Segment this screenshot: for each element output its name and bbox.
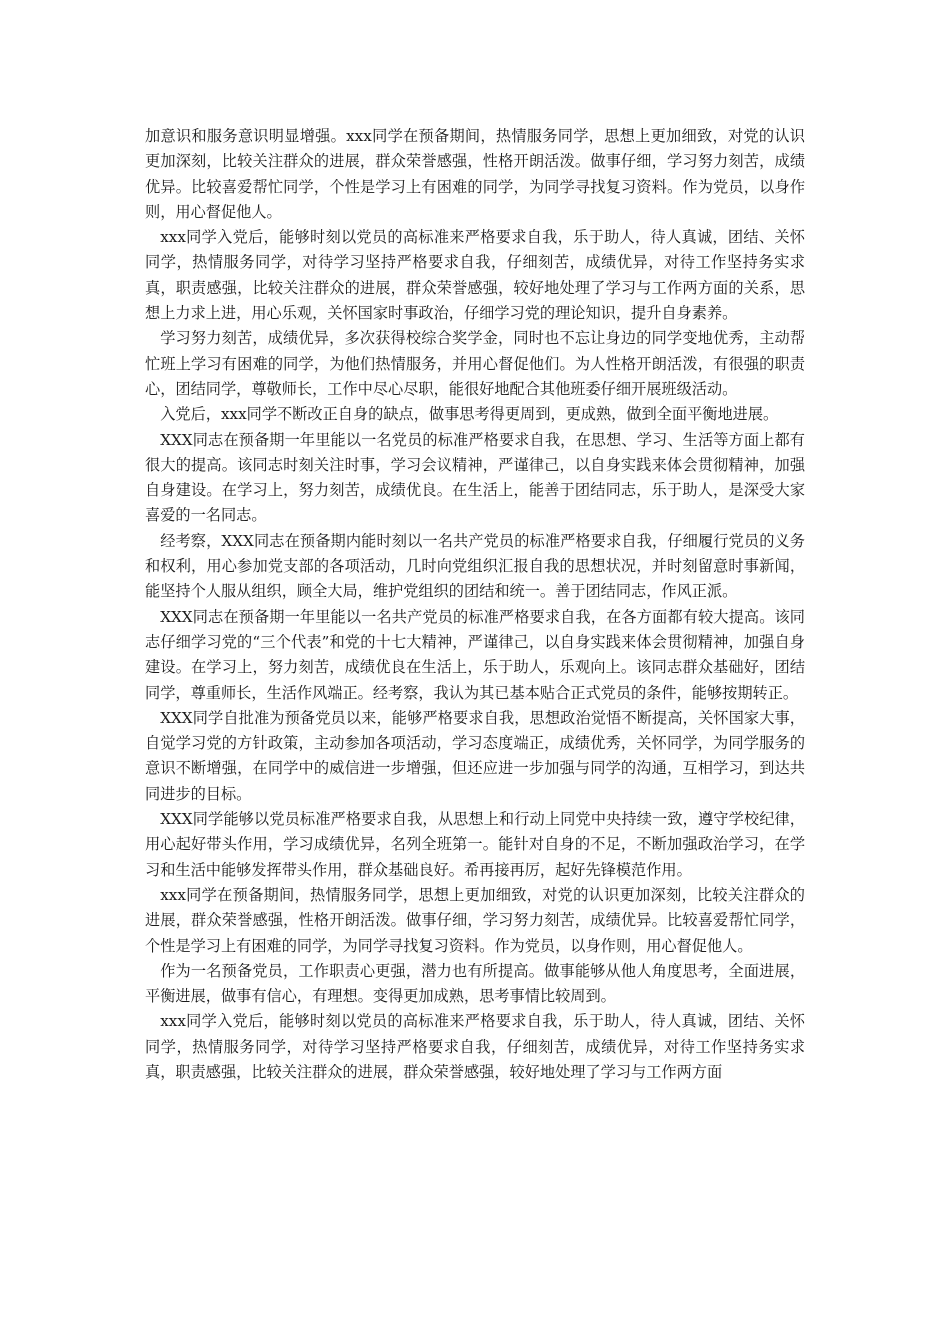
paragraph-11: 作为一名预备党员，工作职责心更强，潜力也有所提高。做事能够从他人角度思考，全面进展，平衡进展，做事有信心，有理想。变得更加成熟，思考事情比较周到。 — [145, 961, 805, 1006]
paragraph-9: XXX同学能够以党员标准严格要求自我，从思想上和行动上同党中央持续一致，遵守学校纪律，用心起好带头作用，学习成绩优异，名列全班第一。能针对自身的不足，不断加强政治学习，在学习和生活中能够发挥带头作用，群众基础良好。希再接再厉，起好先锋模范作用。 — [145, 810, 805, 879]
paragraph-10: xxx同学在预备期间，热情服务同学，思想上更加细致，对党的认识更加深刻，比较关注群众的进展，群众荣誉感强，性格开朗活泼。做事仔细，学习努力刻苦，成绩优异。比较喜爱帮忙同学，个性是学习上有困难的同学，为同学寻找复习资料。作为党员，以身作则，用心督促他人。 — [145, 885, 805, 955]
paragraph-3: 学习努力刻苦，成绩优异，多次获得校综合奖学金，同时也不忘让身边的同学变地优秀，主动帮忙班上学习有困难的同学，为他们热情服务，并用心督促他们。为人性格开朗活泼，有很强的职责心，团结同学，尊敬师长，工作中尽心尽职，能很好地配合其他班委仔细开展班级活动。 — [145, 329, 805, 398]
paragraph-5: XXX同志在预备期一年里能以一名党员的标准严格要求自我，在思想、学习、生活等方面上都有很大的提高。该同志时刻关注时事，学习会议精神，严谨律己，以自身实践来体会贯彻精神，加强自身建设。在学习上，努力刻苦，成绩优良。在生活上，能善于团结同志，乐于助人，是深受大家喜爱的一名同志。 — [145, 430, 805, 525]
paragraph-2: xxx同学入党后，能够时刻以党员的高标准来严格要求自我，乐于助人，待人真诚，团结、关怀同学，热情服务同学，对待学习坚持严格要求自我，仔细刻苦，成绩优异，对待工作坚持务实求真，职责感强，比较关注群众的进展，群众荣誉感强，较好地处理了学习与工作两方面的关系，思想上力求上进，用心乐观，关怀国家时事政治，仔细学习党的理论知识，提升自身素养。 — [145, 228, 805, 323]
paragraph-7: XXX同志在预备期一年里能以一名共产党员的标准严格要求自我，在各方面都有较大提高。该同志仔细学习党的“三个代表”和党的十七大精神，严谨律己，以自身实践来体会贯彻精神，加强自身建设。在学习上，努力刻苦，成绩优良在生活上，乐于助人，乐观向上。该同志群众基础好，团结同学，尊重师长，生活作风端正。经考察，我认为其已基本贴合正式党员的条件，能够按期转正。 — [145, 607, 805, 702]
paragraph-8: XXX同学自批准为预备党员以来，能够严格要求自我，思想政治觉悟不断提高，关怀国家大事，自觉学习党的方针政策，主动参加各项活动，学习态度端正，成绩优秀，关怀同学，为同学服务的意识不断增强，在同学中的威信进一步增强，但还应进一步加强与同学的沟通，互相学习，到达共同进步的目标。 — [145, 708, 805, 803]
document-page — [145, 124, 805, 1085]
paragraph-6: 经考察，XXX同志在预备期内能时刻以一名共产党员的标准严格要求自我，仔细履行党员的义务和权利，用心参加党支部的各项活动，几时向党组织汇报自我的思想状况，并时刻留意时事新闻，能坚持个人服从组织，顾全大局，维护党组织的团结和统一。善于团结同志，作风正派。 — [145, 531, 805, 601]
paragraph-1: 加意识和服务意识明显增强。xxx同学在预备期间，热情服务同学，思想上更加细致，对党的认识更加深刻，比较关注群众的进展，群众荣誉感强，性格开朗活泼。做事仔细，学习努力刻苦，成绩优异。比较喜爱帮忙同学，个性是学习上有困难的同学，为同学寻找复习资料。作为党员，以身作则，用心督促他人。 — [145, 127, 805, 221]
paragraph-12: xxx同学入党后，能够时刻以党员的高标准来严格要求自我，乐于助人，待人真诚，团结、关怀同学，热情服务同学，对待学习坚持严格要求自我，仔细刻苦，成绩优异，对待工作坚持务实求真，职责感强，比较关注群众的进展，群众荣誉感强，较好地处理了学习与工作两方面 — [145, 1012, 805, 1081]
paragraph-4: 入党后，xxx同学不断改正自身的缺点，做事思考得更周到，更成熟，做到全面平衡地进展。 — [160, 405, 779, 424]
